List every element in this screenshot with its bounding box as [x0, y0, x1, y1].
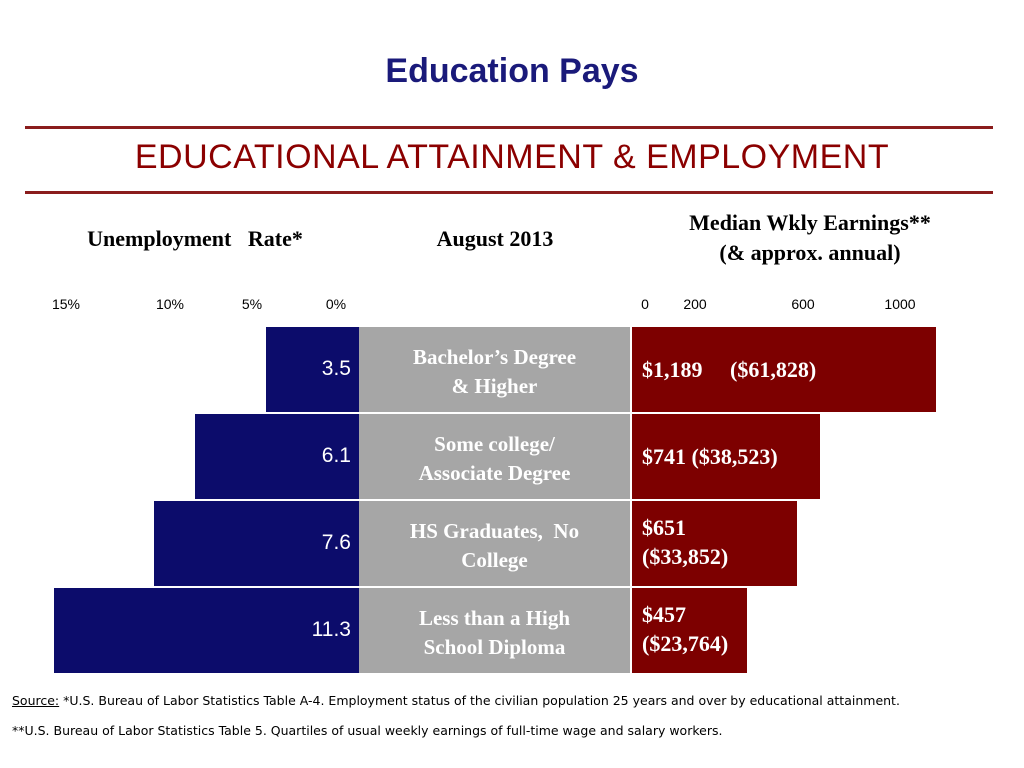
category-label-line: & Higher	[451, 374, 538, 398]
source-note-1	[12, 693, 900, 708]
earnings-tick-label: 600	[791, 296, 815, 312]
category-label-text	[410, 517, 579, 575]
category-label	[359, 325, 630, 414]
category-label-text	[419, 430, 571, 488]
earnings-tick-label: 1000	[884, 296, 916, 312]
category-label-text	[413, 343, 576, 401]
unemployment-value-label: 6.1	[321, 444, 351, 467]
unemployment-value-label: 7.6	[321, 531, 351, 554]
category-label	[359, 586, 630, 675]
earnings-tick-label: 0	[641, 296, 649, 312]
earnings-value-label	[642, 600, 728, 658]
unemployment-header: Unemployment Rate*	[87, 226, 303, 251]
earnings-tick-label: 200	[683, 296, 707, 312]
earnings-value-line: $1,189 ($61,828)	[642, 357, 817, 382]
earnings-header	[640, 208, 980, 268]
earnings-value-line: ($23,764)	[642, 631, 729, 656]
earnings-value-line: $457	[642, 602, 686, 627]
unemployment-tick-label: 0%	[325, 296, 347, 312]
earnings-value-line: $741 ($38,523)	[642, 444, 778, 469]
category-label	[359, 499, 630, 588]
source-label: Source:	[12, 693, 60, 708]
unemployment-tick-label: 5%	[241, 296, 263, 312]
section-subtitle: EDUCATIONAL ATTAINMENT & EMPLOYMENT	[134, 138, 890, 176]
top-divider	[25, 126, 993, 129]
earnings-value-line: ($33,852)	[642, 544, 729, 569]
unemployment-tick-label: 15%	[51, 296, 81, 312]
unemployment-value-label: 11.3	[311, 618, 351, 641]
earnings-header-line1: Median Wkly Earnings**	[689, 210, 931, 235]
source-note-2: **U.S. Bureau of Labor Statistics Table 5. Quartiles of usual weekly earnings of full-time wage and salary workers.	[12, 723, 723, 738]
category-label-line: College	[461, 548, 528, 572]
earnings-value-label	[642, 442, 778, 471]
category-label-line: HS Graduates, No	[409, 519, 580, 543]
earnings-value-label	[642, 355, 816, 384]
earnings-value-label	[642, 513, 728, 571]
source-text-1: *U.S. Bureau of Labor Statistics Table A-4. Employment status of the civilian population 25 years and over by educational attainment.	[59, 693, 900, 708]
category-label-line: Some college/	[434, 432, 555, 456]
category-label-line: Bachelor’s Degree	[412, 345, 577, 369]
category-label-line: School Diploma	[423, 635, 566, 659]
unemployment-tick-label: 10%	[155, 296, 185, 312]
category-label-line: Associate Degree	[418, 461, 571, 485]
date-header: August 2013	[436, 226, 554, 251]
earnings-header-line2: (& approx. annual)	[719, 240, 901, 265]
page-title: Education Pays	[385, 52, 639, 90]
category-label-line: Less than a High	[418, 606, 571, 630]
earnings-value-line: $651	[642, 515, 686, 540]
category-label	[359, 412, 630, 501]
category-label-text	[419, 604, 570, 662]
bottom-divider	[25, 191, 993, 194]
unemployment-value-label: 3.5	[321, 357, 351, 380]
